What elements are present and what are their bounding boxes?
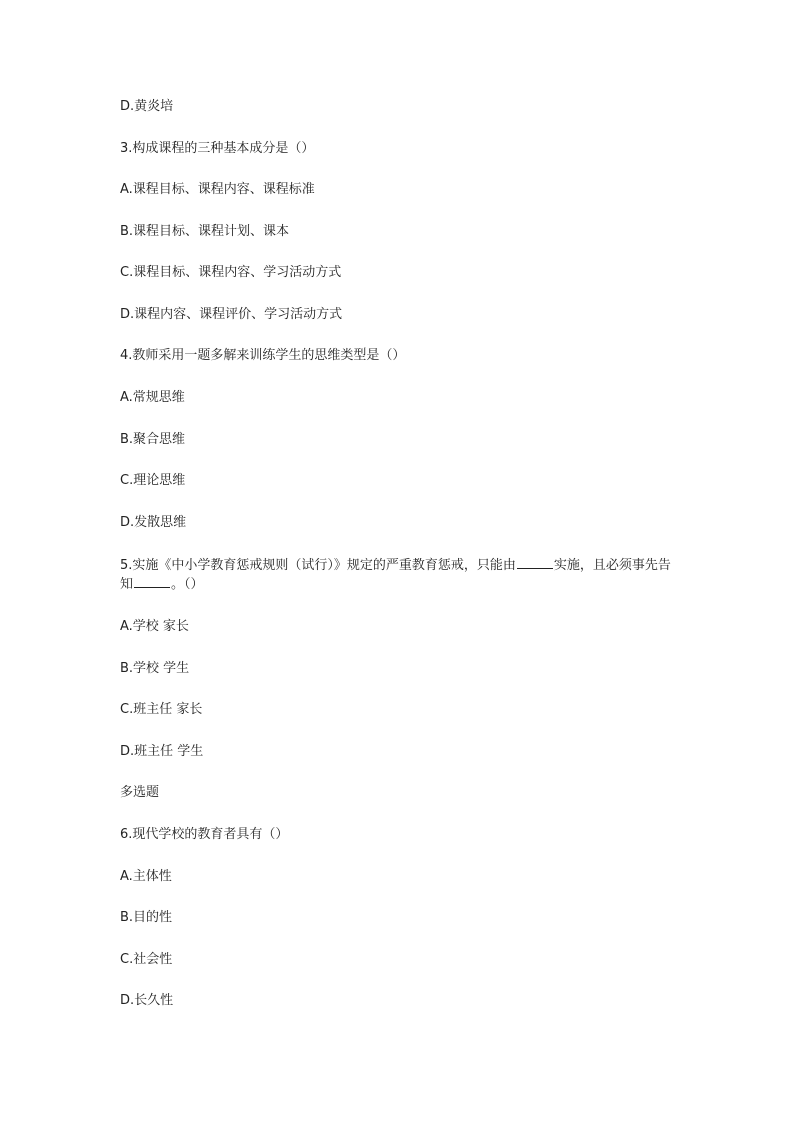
answer-blank — [134, 575, 170, 588]
option-b-q4: B.聚合思维 — [120, 432, 186, 447]
option-b-q5: B.学校 学生 — [120, 661, 190, 676]
option-d-q6: D.长久性 — [120, 993, 174, 1008]
question-5-text-3: 。（） — [171, 577, 204, 592]
option-c-q4: C.理论思维 — [120, 473, 186, 488]
question-3: 3.构成课程的三种基本成分是（） — [120, 141, 315, 156]
option-b-q6: B.目的性 — [120, 910, 173, 925]
option-a-q5: A.学校 家长 — [120, 619, 189, 634]
option-d-q2: D.黄炎培 — [120, 99, 174, 114]
option-a-q3: A.课程目标、课程内容、课程标准 — [120, 182, 315, 197]
option-c-q6: C.社会性 — [120, 952, 173, 967]
question-6: 6.现代学校的教育者具有（） — [120, 827, 289, 842]
option-d-q5: D.班主任 学生 — [120, 744, 204, 759]
option-b-q3: B.课程目标、课程计划、课本 — [120, 224, 290, 239]
option-d-q3: D.课程内容、课程评价、学习活动方式 — [120, 307, 343, 322]
section-heading-multiple-choice: 多选题 — [120, 785, 160, 800]
option-a-q6: A.主体性 — [120, 869, 172, 884]
question-5-text-2: 实施，且必须事先告知 — [120, 558, 671, 592]
answer-blank — [517, 556, 553, 569]
question-5-text-1: 5.实施《中小学教育惩戒规则（试行）》规定的严重教育惩戒，只能由 — [120, 558, 516, 573]
option-a-q4: A.常规思维 — [120, 390, 185, 405]
option-c-q3: C.课程目标、课程内容、学习活动方式 — [120, 265, 342, 280]
option-c-q5: C.班主任 家长 — [120, 702, 203, 717]
question-4: 4.教师采用一题多解来训练学生的思维类型是（） — [120, 348, 406, 363]
option-d-q4: D.发散思维 — [120, 515, 187, 530]
question-5 — [120, 556, 676, 594]
